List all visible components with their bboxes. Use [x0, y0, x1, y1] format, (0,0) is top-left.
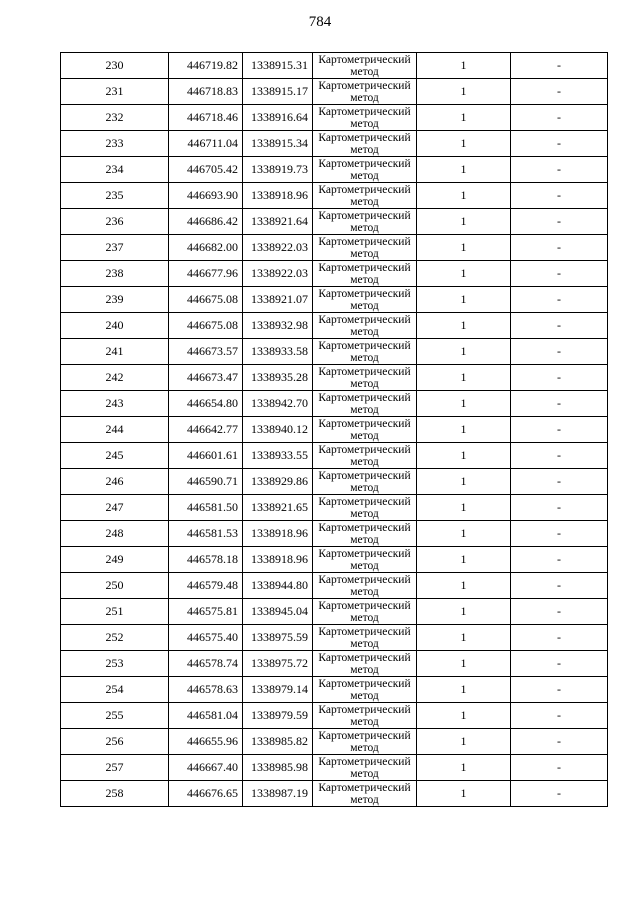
table-row: [61, 417, 608, 443]
mark-cell: -: [511, 651, 608, 677]
method-line2: метод: [350, 455, 379, 468]
table-row: [61, 391, 608, 417]
y-coordinate: 1338932.98: [243, 313, 313, 339]
method-cell: [313, 235, 417, 261]
method-cell: [313, 105, 417, 131]
method-line1: Картометрический: [318, 651, 411, 664]
method-line1: Картометрический: [318, 157, 411, 170]
method-line2: метод: [350, 767, 379, 780]
x-coordinate: 446677.96: [169, 261, 243, 287]
method-cell: [313, 183, 417, 209]
mark-cell: -: [511, 157, 608, 183]
method-line1: Картометрический: [318, 729, 411, 742]
point-number: 241: [61, 339, 169, 365]
mark-cell: -: [511, 391, 608, 417]
y-coordinate: 1338933.58: [243, 339, 313, 365]
x-coordinate: 446655.96: [169, 729, 243, 755]
mark-cell: -: [511, 183, 608, 209]
point-number: 236: [61, 209, 169, 235]
table-row: [61, 287, 608, 313]
method-line1: Картометрический: [318, 417, 411, 430]
mark-cell: -: [511, 703, 608, 729]
count-cell: 1: [417, 261, 511, 287]
y-coordinate: 1338918.96: [243, 183, 313, 209]
mark-cell: -: [511, 339, 608, 365]
y-coordinate: 1338933.55: [243, 443, 313, 469]
mark-cell: -: [511, 729, 608, 755]
count-cell: 1: [417, 417, 511, 443]
count-cell: 1: [417, 391, 511, 417]
method-line2: метод: [350, 663, 379, 676]
x-coordinate: 446654.80: [169, 391, 243, 417]
table-row: [61, 755, 608, 781]
point-number: 244: [61, 417, 169, 443]
method-cell: [313, 599, 417, 625]
mark-cell: -: [511, 131, 608, 157]
y-coordinate: 1338916.64: [243, 105, 313, 131]
method-line1: Картометрический: [318, 105, 411, 118]
y-coordinate: 1338918.96: [243, 521, 313, 547]
mark-cell: -: [511, 417, 608, 443]
mark-cell: -: [511, 365, 608, 391]
method-line2: метод: [350, 507, 379, 520]
count-cell: 1: [417, 79, 511, 105]
mark-cell: -: [511, 495, 608, 521]
table-row: [61, 729, 608, 755]
point-number: 254: [61, 677, 169, 703]
table-row: [61, 209, 608, 235]
count-cell: 1: [417, 703, 511, 729]
point-number: 239: [61, 287, 169, 313]
count-cell: 1: [417, 365, 511, 391]
x-coordinate: 446719.82: [169, 53, 243, 79]
coordinates-table: [60, 52, 608, 807]
x-coordinate: 446675.08: [169, 287, 243, 313]
point-number: 237: [61, 235, 169, 261]
method-line2: метод: [350, 715, 379, 728]
method-line2: метод: [350, 91, 379, 104]
method-cell: [313, 443, 417, 469]
method-cell: [313, 703, 417, 729]
method-line2: метод: [350, 481, 379, 494]
mark-cell: -: [511, 443, 608, 469]
method-line2: метод: [350, 559, 379, 572]
table-row: [61, 547, 608, 573]
count-cell: 1: [417, 729, 511, 755]
mark-cell: -: [511, 469, 608, 495]
y-coordinate: 1338975.72: [243, 651, 313, 677]
method-line2: метод: [350, 793, 379, 806]
method-line1: Картометрический: [318, 131, 411, 144]
table-row: [61, 183, 608, 209]
point-number: 249: [61, 547, 169, 573]
method-line2: метод: [350, 741, 379, 754]
method-line1: Картометрический: [318, 625, 411, 638]
point-number: 242: [61, 365, 169, 391]
table-row: [61, 261, 608, 287]
table-row: [61, 79, 608, 105]
point-number: 251: [61, 599, 169, 625]
y-coordinate: 1338940.12: [243, 417, 313, 443]
x-coordinate: 446578.18: [169, 547, 243, 573]
method-line1: Картометрический: [318, 469, 411, 482]
method-line1: Картометрический: [318, 391, 411, 404]
method-cell: [313, 521, 417, 547]
method-cell: [313, 495, 417, 521]
x-coordinate: 446601.61: [169, 443, 243, 469]
table-row: [61, 443, 608, 469]
mark-cell: -: [511, 313, 608, 339]
method-line2: метод: [350, 143, 379, 156]
method-cell: [313, 547, 417, 573]
count-cell: 1: [417, 755, 511, 781]
method-line1: Картометрический: [318, 53, 411, 66]
method-line2: метод: [350, 221, 379, 234]
x-coordinate: 446676.65: [169, 781, 243, 807]
method-line1: Картометрический: [318, 547, 411, 560]
method-line2: метод: [350, 377, 379, 390]
method-line1: Картометрический: [318, 313, 411, 326]
x-coordinate: 446581.53: [169, 521, 243, 547]
count-cell: 1: [417, 651, 511, 677]
mark-cell: -: [511, 53, 608, 79]
y-coordinate: 1338921.65: [243, 495, 313, 521]
x-coordinate: 446673.47: [169, 365, 243, 391]
mark-cell: -: [511, 261, 608, 287]
method-line2: метод: [350, 325, 379, 338]
y-coordinate: 1338922.03: [243, 235, 313, 261]
table-row: [61, 703, 608, 729]
mark-cell: -: [511, 573, 608, 599]
count-cell: 1: [417, 157, 511, 183]
x-coordinate: 446673.57: [169, 339, 243, 365]
count-cell: 1: [417, 105, 511, 131]
point-number: 233: [61, 131, 169, 157]
count-cell: 1: [417, 521, 511, 547]
method-line1: Картометрический: [318, 495, 411, 508]
point-number: 245: [61, 443, 169, 469]
count-cell: 1: [417, 599, 511, 625]
method-line1: Картометрический: [318, 261, 411, 274]
method-cell: [313, 651, 417, 677]
y-coordinate: 1338922.03: [243, 261, 313, 287]
y-coordinate: 1338935.28: [243, 365, 313, 391]
y-coordinate: 1338985.98: [243, 755, 313, 781]
x-coordinate: 446686.42: [169, 209, 243, 235]
table-row: [61, 313, 608, 339]
mark-cell: -: [511, 79, 608, 105]
point-number: 238: [61, 261, 169, 287]
point-number: 243: [61, 391, 169, 417]
count-cell: 1: [417, 53, 511, 79]
y-coordinate: 1338979.59: [243, 703, 313, 729]
x-coordinate: 446581.04: [169, 703, 243, 729]
x-coordinate: 446705.42: [169, 157, 243, 183]
mark-cell: -: [511, 287, 608, 313]
y-coordinate: 1338945.04: [243, 599, 313, 625]
count-cell: 1: [417, 209, 511, 235]
point-number: 252: [61, 625, 169, 651]
method-line1: Картометрический: [318, 521, 411, 534]
method-line1: Картометрический: [318, 287, 411, 300]
x-coordinate: 446575.81: [169, 599, 243, 625]
table-row: [61, 599, 608, 625]
count-cell: 1: [417, 313, 511, 339]
count-cell: 1: [417, 495, 511, 521]
count-cell: 1: [417, 573, 511, 599]
count-cell: 1: [417, 677, 511, 703]
mark-cell: -: [511, 235, 608, 261]
page-number: 784: [308, 14, 332, 30]
mark-cell: -: [511, 755, 608, 781]
table-row: [61, 469, 608, 495]
method-line1: Картометрический: [318, 79, 411, 92]
x-coordinate: 446578.74: [169, 651, 243, 677]
point-number: 256: [61, 729, 169, 755]
x-coordinate: 446590.71: [169, 469, 243, 495]
table-row: [61, 495, 608, 521]
y-coordinate: 1338944.80: [243, 573, 313, 599]
method-cell: [313, 391, 417, 417]
method-line1: Картометрический: [318, 183, 411, 196]
count-cell: 1: [417, 547, 511, 573]
method-cell: [313, 53, 417, 79]
point-number: 230: [61, 53, 169, 79]
method-line1: Картометрический: [318, 781, 411, 794]
y-coordinate: 1338915.17: [243, 79, 313, 105]
method-line2: метод: [350, 169, 379, 182]
method-cell: [313, 755, 417, 781]
x-coordinate: 446675.08: [169, 313, 243, 339]
table-row: [61, 625, 608, 651]
method-cell: [313, 469, 417, 495]
y-coordinate: 1338921.07: [243, 287, 313, 313]
x-coordinate: 446581.50: [169, 495, 243, 521]
mark-cell: -: [511, 521, 608, 547]
y-coordinate: 1338915.31: [243, 53, 313, 79]
table-row: [61, 53, 608, 79]
method-line1: Картометрический: [318, 703, 411, 716]
method-line2: метод: [350, 273, 379, 286]
y-coordinate: 1338915.34: [243, 131, 313, 157]
point-number: 246: [61, 469, 169, 495]
table-row: [61, 131, 608, 157]
y-coordinate: 1338929.86: [243, 469, 313, 495]
table-row: [61, 521, 608, 547]
x-coordinate: 446575.40: [169, 625, 243, 651]
method-cell: [313, 729, 417, 755]
table-row: [61, 573, 608, 599]
y-coordinate: 1338975.59: [243, 625, 313, 651]
method-line1: Картометрический: [318, 339, 411, 352]
method-line2: метод: [350, 533, 379, 546]
method-line2: метод: [350, 585, 379, 598]
table-row: [61, 235, 608, 261]
x-coordinate: 446718.46: [169, 105, 243, 131]
x-coordinate: 446711.04: [169, 131, 243, 157]
count-cell: 1: [417, 183, 511, 209]
method-cell: [313, 417, 417, 443]
table-row: [61, 339, 608, 365]
y-coordinate: 1338985.82: [243, 729, 313, 755]
y-coordinate: 1338921.64: [243, 209, 313, 235]
point-number: 258: [61, 781, 169, 807]
method-cell: [313, 781, 417, 807]
method-cell: [313, 677, 417, 703]
method-line1: Картометрический: [318, 677, 411, 690]
point-number: 240: [61, 313, 169, 339]
x-coordinate: 446693.90: [169, 183, 243, 209]
method-line2: метод: [350, 689, 379, 702]
table-row: [61, 157, 608, 183]
mark-cell: -: [511, 547, 608, 573]
x-coordinate: 446642.77: [169, 417, 243, 443]
count-cell: 1: [417, 625, 511, 651]
count-cell: 1: [417, 235, 511, 261]
method-cell: [313, 339, 417, 365]
method-cell: [313, 313, 417, 339]
y-coordinate: 1338919.73: [243, 157, 313, 183]
point-number: 235: [61, 183, 169, 209]
method-line2: метод: [350, 351, 379, 364]
method-line2: метод: [350, 65, 379, 78]
method-line1: Картометрический: [318, 209, 411, 222]
mark-cell: -: [511, 599, 608, 625]
y-coordinate: 1338979.14: [243, 677, 313, 703]
method-line2: метод: [350, 299, 379, 312]
method-cell: [313, 209, 417, 235]
method-line1: Картометрический: [318, 365, 411, 378]
method-line2: метод: [350, 429, 379, 442]
method-line1: Картометрический: [318, 235, 411, 248]
x-coordinate: 446718.83: [169, 79, 243, 105]
method-line2: метод: [350, 117, 379, 130]
method-cell: [313, 287, 417, 313]
point-number: 257: [61, 755, 169, 781]
x-coordinate: 446579.48: [169, 573, 243, 599]
method-cell: [313, 573, 417, 599]
point-number: 234: [61, 157, 169, 183]
table-body: [61, 53, 608, 807]
mark-cell: -: [511, 781, 608, 807]
x-coordinate: 446578.63: [169, 677, 243, 703]
method-line2: метод: [350, 247, 379, 260]
method-cell: [313, 365, 417, 391]
point-number: 247: [61, 495, 169, 521]
point-number: 250: [61, 573, 169, 599]
method-line1: Картометрический: [318, 443, 411, 456]
point-number: 231: [61, 79, 169, 105]
table-row: [61, 651, 608, 677]
count-cell: 1: [417, 287, 511, 313]
x-coordinate: 446667.40: [169, 755, 243, 781]
count-cell: 1: [417, 469, 511, 495]
method-cell: [313, 261, 417, 287]
mark-cell: -: [511, 105, 608, 131]
table-row: [61, 365, 608, 391]
count-cell: 1: [417, 781, 511, 807]
point-number: 232: [61, 105, 169, 131]
table-row: [61, 781, 608, 807]
method-cell: [313, 79, 417, 105]
method-line2: метод: [350, 195, 379, 208]
table-row: [61, 105, 608, 131]
method-cell: [313, 131, 417, 157]
count-cell: 1: [417, 443, 511, 469]
y-coordinate: 1338918.96: [243, 547, 313, 573]
count-cell: 1: [417, 131, 511, 157]
method-cell: [313, 157, 417, 183]
count-cell: 1: [417, 339, 511, 365]
y-coordinate: 1338942.70: [243, 391, 313, 417]
mark-cell: -: [511, 209, 608, 235]
mark-cell: -: [511, 677, 608, 703]
point-number: 253: [61, 651, 169, 677]
y-coordinate: 1338987.19: [243, 781, 313, 807]
method-line2: метод: [350, 403, 379, 416]
table-row: [61, 677, 608, 703]
method-line1: Картометрический: [318, 599, 411, 612]
point-number: 255: [61, 703, 169, 729]
method-line1: Картометрический: [318, 573, 411, 586]
method-line2: метод: [350, 611, 379, 624]
x-coordinate: 446682.00: [169, 235, 243, 261]
mark-cell: -: [511, 625, 608, 651]
method-line1: Картометрический: [318, 755, 411, 768]
method-line2: метод: [350, 637, 379, 650]
point-number: 248: [61, 521, 169, 547]
method-cell: [313, 625, 417, 651]
